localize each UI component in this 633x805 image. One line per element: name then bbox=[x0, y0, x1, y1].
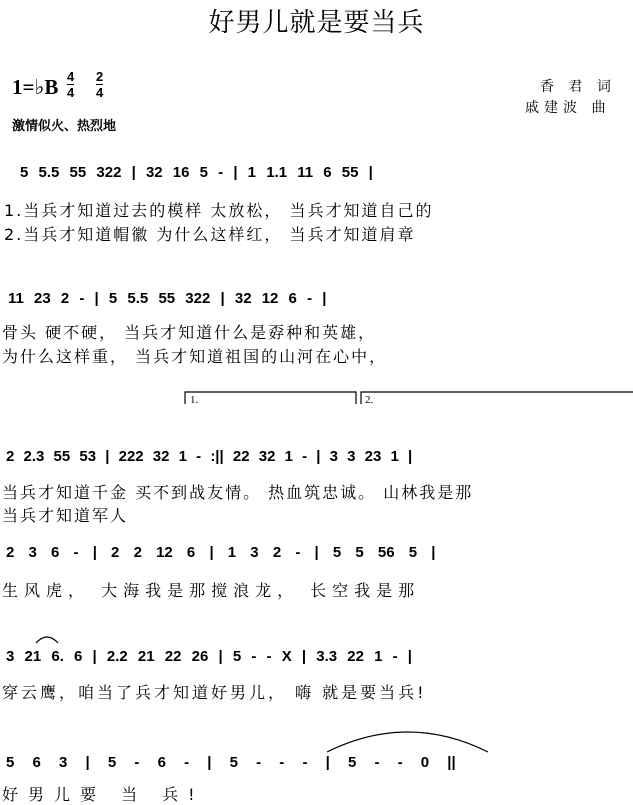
lyricist-credit: 香 君 词 bbox=[540, 79, 616, 95]
song-title: 好男儿就是要当兵 bbox=[208, 8, 425, 38]
volta-second-ending-label: 2. bbox=[365, 394, 374, 406]
score-system-2-notes: 11 23 2 - | 5 5.5 55 322 | 32 12 6 - | bbox=[8, 290, 327, 307]
key-signature: 1=♭B bbox=[12, 75, 59, 99]
score-system-6-notes: 5 6 3 | 5 - 6 - | 5 - - - | 5 - - 0 || bbox=[6, 754, 456, 771]
volta-second-bracket bbox=[361, 392, 633, 404]
composer-credit: 戚建波 曲 bbox=[525, 100, 611, 116]
score-system-3-lyrics-verse-1: 当兵才知道千金 买不到战友情。 热血筑忠诚。 山林我是那 bbox=[2, 483, 474, 502]
time-signature-numerator: 2 bbox=[96, 69, 104, 84]
score-system-1-lyrics-verse-1: 1.当兵才知道过去的模样 太放松， 当兵才知道自己的 bbox=[4, 201, 434, 220]
score-system-2-lyrics-verse-2: 为什么这样重， 当兵才知道祖国的山河在心中， bbox=[2, 347, 388, 366]
slur-tie bbox=[327, 732, 488, 752]
score-system-3-notes: 2 2.3 55 53 | 222 32 1 - :|| 22 32 1 - | 3 3 23 1 | bbox=[6, 448, 413, 465]
score-system-4-notes: 2 3 6 - | 2 2 12 6 | 1 3 2 - | 5 5 56 5 | bbox=[6, 544, 436, 561]
score-system-6-lyrics: 好男儿要 当 兵! bbox=[2, 785, 205, 804]
score-system-5-lyrics: 穿云鹰，咱当了兵才知道好男儿， 嗨 就是要当兵! bbox=[2, 683, 427, 702]
time-signature-numerator: 4 bbox=[67, 69, 75, 84]
volta-first-ending-label: 1. bbox=[190, 394, 199, 406]
time-signature-denominator: 4 bbox=[96, 85, 104, 100]
time-signature-denominator: 4 bbox=[67, 85, 75, 100]
score-system-1-lyrics-verse-2: 2.当兵才知道帽徽 为什么这样红， 当兵才知道肩章 bbox=[4, 225, 416, 244]
score-system-2-lyrics-verse-1: 骨头 硬不硬， 当兵才知道什么是孬种和英雄， bbox=[2, 323, 377, 342]
score-system-3-lyrics-verse-2: 当兵才知道军人 bbox=[2, 506, 129, 525]
score-system-5-notes: 3 21 6. 6 | 2.2 21 22 26 | 5 - - X | 3.3 22 1 - | bbox=[6, 648, 412, 665]
tempo-marking: 激情似火、热烈地 bbox=[12, 119, 117, 134]
score-system-4-lyrics: 生风虎， 大海我是那搅浪龙， 长空我是那 bbox=[2, 581, 421, 600]
slur-tie bbox=[36, 637, 58, 643]
score-system-1-notes: 5 5.5 55 322 | 32 16 5 - | 1 1.1 11 6 55 | bbox=[20, 164, 373, 181]
volta-first-bracket bbox=[185, 392, 356, 404]
